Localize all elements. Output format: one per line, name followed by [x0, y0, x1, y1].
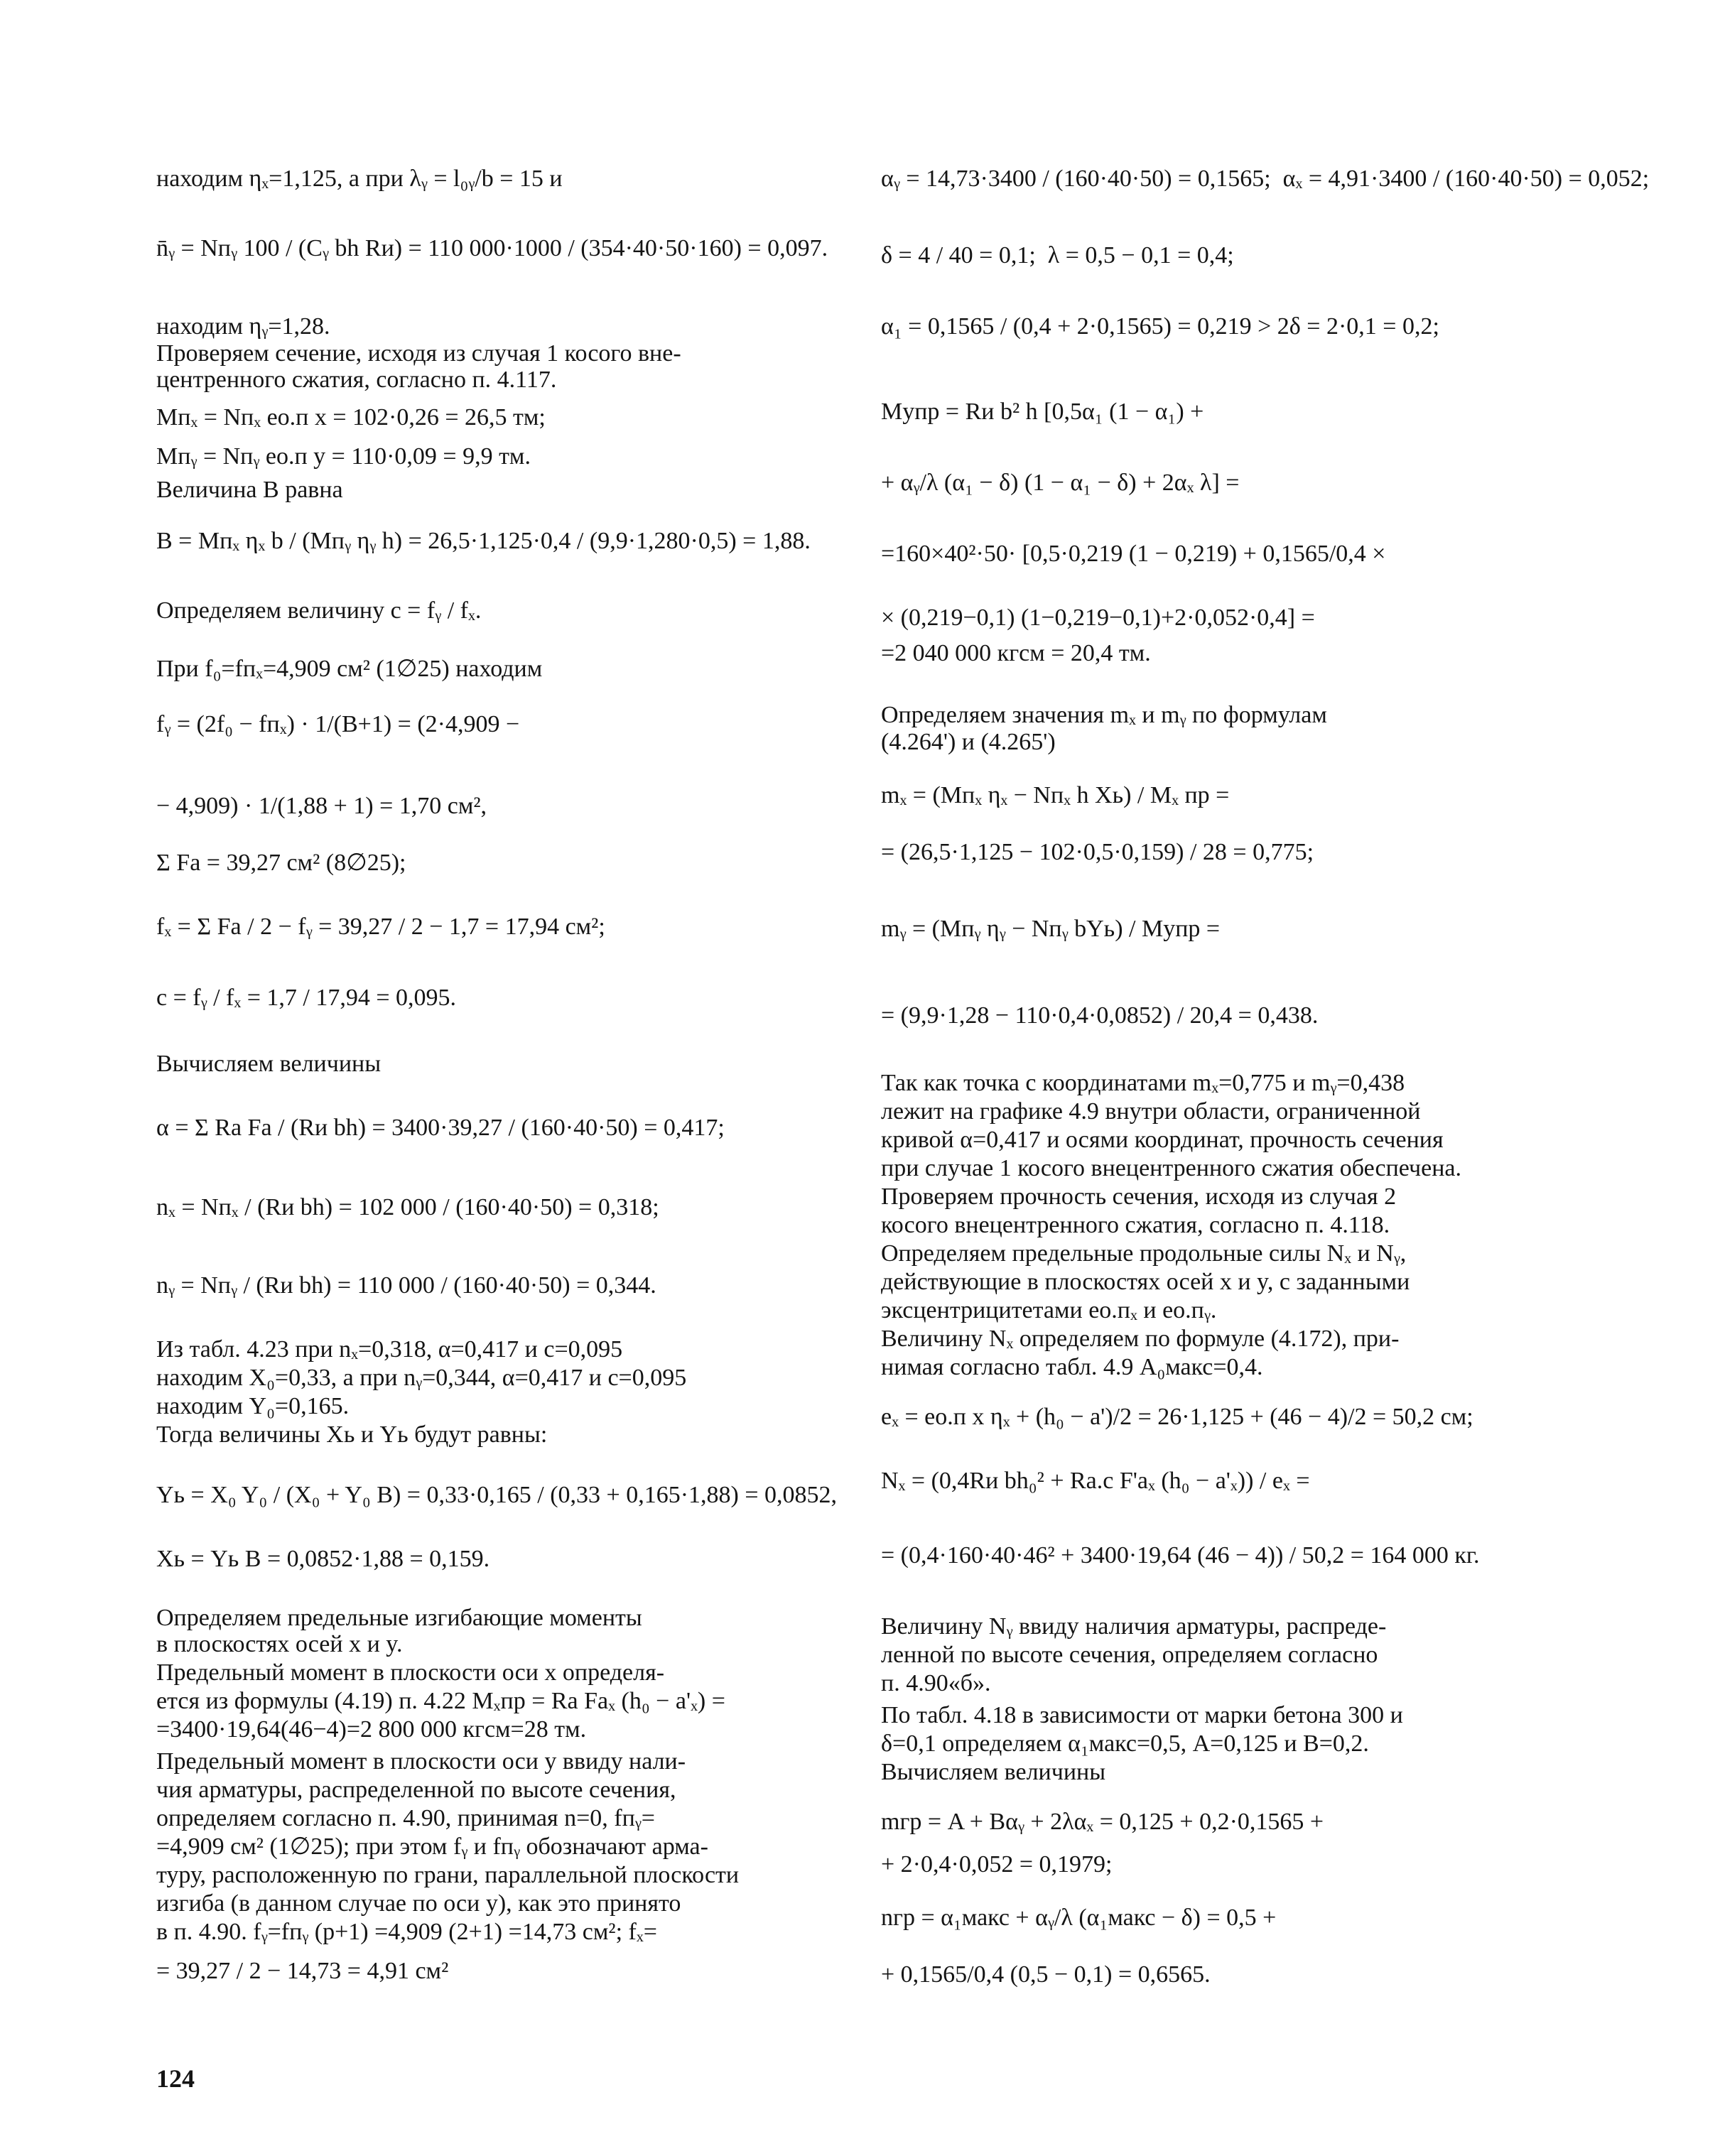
left-column-line: Определяем предельные изгибающие моменты: [156, 1605, 642, 1631]
left-column-line: − 4,909) · 1/(1,88 + 1) = 1,70 см²,: [156, 793, 487, 819]
right-column-line: + 2·0,4·0,052 = 0,1979;: [881, 1851, 1113, 1878]
right-column-line: эксцентрицитетами eо.пₓ и eо.пᵧ.: [881, 1297, 1217, 1323]
right-column-line: Проверяем прочность сечения, исходя из случая 2: [881, 1183, 1397, 1210]
left-column-line: находим Y₀=0,165.: [156, 1393, 350, 1419]
left-column-line: = 39,27 / 2 − 14,73 = 4,91 см²: [156, 1958, 449, 1984]
left-column-line: центренного сжатия, согласно п. 4.117.: [156, 367, 557, 393]
right-column-line: δ = 4 / 40 = 0,1; λ = 0,5 − 0,1 = 0,4;: [881, 242, 1234, 269]
right-column-line: Определяем предельные продольные силы Nₓ и Nᵧ,: [881, 1240, 1407, 1267]
right-column-line: mгр = A + Bαᵧ + 2λαₓ = 0,125 + 0,2·0,1565 +: [881, 1809, 1324, 1835]
right-column-line: =2 040 000 кгсм = 20,4 тм.: [881, 640, 1151, 666]
left-column-line: Тогда величины Xь и Yь будут равны:: [156, 1421, 548, 1448]
right-column-line: =160×40²·50· [0,5·0,219 (1 − 0,219) + 0,1565/0,4 ×: [881, 541, 1386, 567]
left-column-line: туру, расположенную по грани, параллельной плоскости: [156, 1862, 740, 1888]
right-column-line: mₓ = (Mпₓ ηₓ − Nпₓ h Xь) / Mₓ пр =: [881, 782, 1230, 808]
left-column-line: ется из формулы (4.19) п. 4.22 Mₓпр = Rа Fаₓ (h₀ − a'ₓ) =: [156, 1688, 725, 1714]
right-column-line: лежит на графике 4.9 внутри области, ограниченной: [881, 1098, 1421, 1125]
left-column-line: изгиба (в данном случае по оси y), как это принято: [156, 1890, 681, 1917]
right-column-line: Так как точка с координатами mₓ=0,775 и mᵧ=0,438: [881, 1070, 1405, 1096]
right-column-line: Nₓ = (0,4Rи bh₀² + Rа.с F'аₓ (h₀ − a'ₓ)) / eₓ =: [881, 1468, 1310, 1494]
left-column-line: Mпᵧ = Nпᵧ eо.п y = 110·0,09 = 9,9 тм.: [156, 443, 531, 470]
right-column-line: (4.264') и (4.265'): [881, 729, 1056, 755]
right-column-line: mᵧ = (Mпᵧ ηᵧ − Nпᵧ bYь) / Mупр =: [881, 916, 1221, 942]
left-column-line: находим X₀=0,33, а при nᵧ=0,344, α=0,417 и c=0,095: [156, 1365, 687, 1391]
right-column-line: По табл. 4.18 в зависимости от марки бетона 300 и: [881, 1702, 1403, 1728]
right-column-line: × (0,219−0,1) (1−0,219−0,1)+2·0,052·0,4] =: [881, 605, 1315, 631]
left-column-line: c = fᵧ / fₓ = 1,7 / 17,94 = 0,095.: [156, 985, 457, 1011]
left-column-line: определяем согласно п. 4.90, принимая n=0, fпᵧ=: [156, 1805, 655, 1831]
left-column-line: Предельный момент в плоскости оси x определя-: [156, 1659, 665, 1686]
right-column-line: при случае 1 косого внецентренного сжатия обеспечена.: [881, 1155, 1462, 1181]
left-column-line: =4,909 см² (1∅25); при этом fᵧ и fпᵧ обозначают арма-: [156, 1833, 708, 1860]
right-column-line: нимая согласно табл. 4.9 A₀макс=0,4.: [881, 1354, 1263, 1380]
left-column-line: Σ Fа = 39,27 см² (8∅25);: [156, 850, 406, 876]
left-column-line: nᵧ = Nпᵧ / (Rи bh) = 110 000 / (160·40·50) = 0,344.: [156, 1272, 656, 1299]
left-column-line: Mпₓ = Nпₓ eо.п x = 102·0,26 = 26,5 тм;: [156, 404, 546, 430]
right-column-line: кривой α=0,417 и осями координат, прочность сечения: [881, 1127, 1444, 1153]
right-column-line: δ=0,1 определяем α₁макс=0,5, A=0,125 и B=0,2.: [881, 1730, 1369, 1757]
left-column-line: Предельный момент в плоскости оси y ввиду нали-: [156, 1748, 686, 1775]
right-column-line: = (9,9·1,28 − 110·0,4·0,0852) / 20,4 = 0,438.: [881, 1002, 1319, 1029]
page-number: 124: [156, 2064, 195, 2093]
left-column-line: Вычисляем величины: [156, 1051, 382, 1077]
right-column-line: косого внецентренного сжатия, согласно п. 4.118.: [881, 1212, 1390, 1238]
right-column-line: Определяем значения mₓ и mᵧ по формулам: [881, 702, 1327, 728]
right-column-line: α₁ = 0,1565 / (0,4 + 2·0,1565) = 0,219 > 2δ = 2·0,1 = 0,2;: [881, 313, 1439, 340]
left-column-line: Xь = Yь B = 0,0852·1,88 = 0,159.: [156, 1546, 490, 1572]
right-column-line: Величину Nᵧ ввиду наличия арматуры, распреде-: [881, 1613, 1387, 1640]
left-column-line: Величина B равна: [156, 477, 343, 503]
left-column-line: Определяем величину c = fᵧ / fₓ.: [156, 597, 482, 624]
right-column-line: + αᵧ/λ (α₁ − δ) (1 − α₁ − δ) + 2αₓ λ] =: [881, 470, 1240, 496]
left-column-line: B = Mпₓ ηₓ b / (Mпᵧ ηᵧ h) = 26,5·1,125·0,4 / (9,9·1,280·0,5) = 1,88.: [156, 528, 811, 554]
left-column-line: n̄ᵧ = Nпᵧ 100 / (Cᵧ bh Rи) = 110 000·1000 / (354·40·50·160) = 0,097.: [156, 235, 828, 261]
right-column-line: nгр = α₁макс + αᵧ/λ (α₁макс − δ) = 0,5 +: [881, 1905, 1277, 1931]
right-column-line: eₓ = eо.п x ηₓ + (h₀ − a')/2 = 26·1,125 + (46 − 4)/2 = 50,2 см;: [881, 1404, 1473, 1430]
right-column-line: Вычисляем величины: [881, 1759, 1106, 1785]
left-column-line: чия арматуры, распределенной по высоте сечения,: [156, 1777, 676, 1803]
left-column-line: nₓ = Nпₓ / (Rи bh) = 102 000 / (160·40·50) = 0,318;: [156, 1194, 659, 1220]
right-column-line: Mупр = Rи b² h [0,5α₁ (1 − α₁) +: [881, 399, 1204, 425]
left-column-line: находим ηₓ=1,125, а при λᵧ = l₀ᵧ/b = 15 и: [156, 166, 563, 192]
left-column-line: находим ηᵧ=1,28.: [156, 313, 330, 340]
right-column-line: = (26,5·1,125 − 102·0,5·0,159) / 28 = 0,775;: [881, 839, 1314, 865]
right-column-line: = (0,4·160·40·46² + 3400·19,64 (46 − 4)) / 50,2 = 164 000 кг.: [881, 1542, 1480, 1569]
right-column-line: αᵧ = 14,73·3400 / (160·40·50) = 0,1565; αₓ = 4,91·3400 / (160·40·50) = 0,052;: [881, 166, 1650, 192]
left-column-line: fᵧ = (2f₀ − fпₓ) · 1/(B+1) = (2·4,909 −: [156, 711, 520, 737]
left-column-line: Yь = X₀ Y₀ / (X₀ + Y₀ B) = 0,33·0,165 / (0,33 + 0,165·1,88) = 0,0852,: [156, 1482, 838, 1508]
left-column-line: Из табл. 4.23 при nₓ=0,318, α=0,417 и c=0,095: [156, 1336, 623, 1363]
left-column-line: При f₀=fпₓ=4,909 см² (1∅25) находим: [156, 656, 543, 682]
left-column-line: fₓ = Σ Fа / 2 − fᵧ = 39,27 / 2 − 1,7 = 17,94 см²;: [156, 914, 605, 940]
left-column-line: Проверяем сечение, исходя из случая 1 косого вне-: [156, 340, 681, 367]
left-column-line: =3400·19,64(46−4)=2 800 000 кгсм=28 тм.: [156, 1716, 587, 1743]
left-column-line: α = Σ Rа Fа / (Rи bh) = 3400·39,27 / (160·40·50) = 0,417;: [156, 1115, 725, 1141]
right-column-line: действующие в плоскостях осей x и y, с заданными: [881, 1269, 1410, 1295]
left-column-line: в п. 4.90. fᵧ=fпᵧ (p+1) =4,909 (2+1) =14,73 см²; fₓ=: [156, 1919, 657, 1945]
left-column-line: в плоскостях осей x и y.: [156, 1631, 403, 1657]
right-column-line: + 0,1565/0,4 (0,5 − 0,1) = 0,6565.: [881, 1961, 1211, 1988]
right-column-line: п. 4.90«б».: [881, 1670, 991, 1696]
right-column-line: Величину Nₓ определяем по формуле (4.172), при-: [881, 1326, 1400, 1352]
right-column-line: ленной по высоте сечения, определяем согласно: [881, 1642, 1378, 1668]
